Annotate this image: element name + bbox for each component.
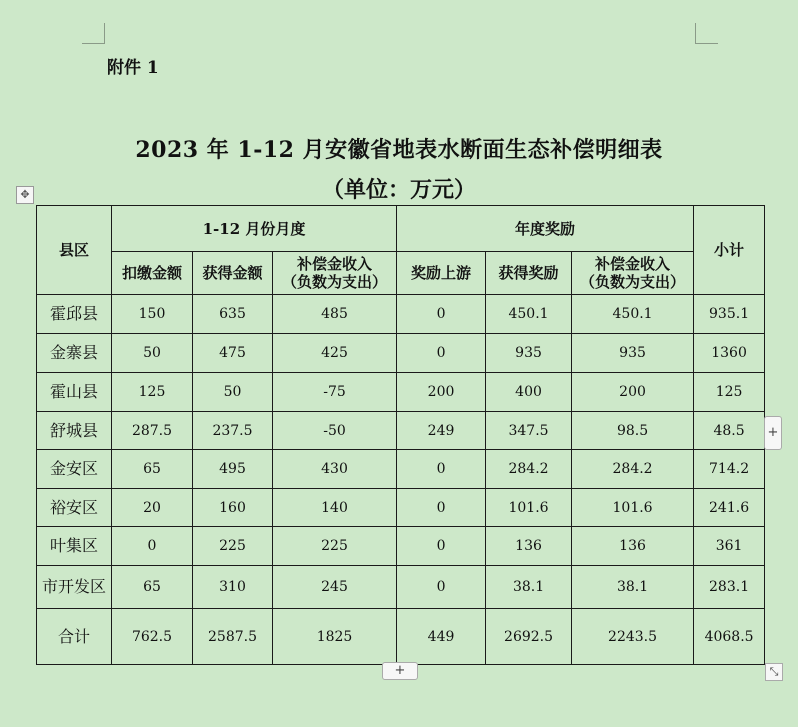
margin-corner-top-left (82, 23, 105, 44)
cell-obtain: 635 (193, 295, 273, 334)
cell-name: 舒城县 (37, 412, 112, 450)
cell-income2: 200 (572, 373, 694, 412)
header-comp-income-line1: 补偿金收入 (297, 255, 373, 273)
cell-upstream: 0 (397, 295, 486, 334)
cell-obtain: 225 (193, 527, 273, 566)
cell-obtain: 50 (193, 373, 273, 412)
cell-reward: 2692.5 (486, 609, 572, 665)
unit-subtitle: （单位：万元） (321, 177, 476, 203)
table-row (37, 450, 765, 489)
header-comp-income-annual-line2: （负数为支出） (580, 273, 686, 291)
table-row (37, 527, 765, 566)
cell-upstream: 0 (397, 489, 486, 527)
cell-income2: 450.1 (572, 295, 694, 334)
table-row (37, 373, 765, 412)
cell-subtotal: 241.6 (694, 489, 765, 527)
cell-income2: 284.2 (572, 450, 694, 489)
add-row-button[interactable]: + (382, 662, 418, 680)
header-comp-income-line2: （负数为支出） (282, 273, 388, 291)
cell-name: 合计 (37, 609, 112, 665)
table-row (37, 334, 765, 373)
cell-upstream: 249 (397, 412, 486, 450)
header-reward-obtain: 获得奖励 (486, 252, 572, 295)
cell-deduct: 0 (112, 527, 193, 566)
cell-name: 市开发区 (37, 566, 112, 609)
cell-subtotal: 4068.5 (694, 609, 765, 665)
cell-subtotal: 714.2 (694, 450, 765, 489)
cell-income: 140 (273, 489, 397, 527)
cell-name: 金安区 (37, 450, 112, 489)
header-comp-income-annual (572, 252, 694, 295)
header-reward-upstream: 奖励上游 (397, 252, 486, 295)
header-comp-income (273, 252, 397, 295)
cell-deduct: 20 (112, 489, 193, 527)
cell-income: -50 (273, 412, 397, 450)
cell-upstream: 0 (397, 566, 486, 609)
document-title: 2023 年 1-12 月安徽省地表水断面生态补偿明细表 (135, 137, 663, 163)
table-row (37, 609, 765, 665)
cell-obtain: 2587.5 (193, 609, 273, 665)
cell-subtotal: 125 (694, 373, 765, 412)
header-county: 县区 (37, 206, 112, 295)
cell-obtain: 475 (193, 334, 273, 373)
cell-income2: 136 (572, 527, 694, 566)
table-move-icon[interactable]: ✥ (16, 186, 34, 204)
cell-income: 245 (273, 566, 397, 609)
cell-name: 叶集区 (37, 527, 112, 566)
cell-income2: 935 (572, 334, 694, 373)
cell-deduct: 50 (112, 334, 193, 373)
margin-corner-top-right (695, 23, 718, 44)
cell-subtotal: 361 (694, 527, 765, 566)
cell-income2: 101.6 (572, 489, 694, 527)
cell-reward: 450.1 (486, 295, 572, 334)
cell-reward: 101.6 (486, 489, 572, 527)
header-deduct: 扣缴金额 (112, 252, 193, 295)
cell-name: 霍山县 (37, 373, 112, 412)
cell-obtain: 495 (193, 450, 273, 489)
cell-subtotal: 935.1 (694, 295, 765, 334)
cell-obtain: 237.5 (193, 412, 273, 450)
cell-income: 430 (273, 450, 397, 489)
header-monthly-group: 1-12 月份月度 (112, 206, 397, 252)
attachment-label: 附件 1 (107, 58, 159, 78)
cell-income: -75 (273, 373, 397, 412)
table-row (37, 412, 765, 450)
cell-reward: 400 (486, 373, 572, 412)
cell-deduct: 762.5 (112, 609, 193, 665)
cell-name: 霍邱县 (37, 295, 112, 334)
cell-reward: 347.5 (486, 412, 572, 450)
table-row (37, 295, 765, 334)
cell-upstream: 0 (397, 334, 486, 373)
header-annual-group: 年度奖励 (397, 206, 694, 252)
add-column-button[interactable]: + (764, 416, 782, 450)
cell-deduct: 65 (112, 566, 193, 609)
cell-subtotal: 1360 (694, 334, 765, 373)
cell-income: 485 (273, 295, 397, 334)
header-comp-income-annual-line1: 补偿金收入 (595, 255, 671, 273)
cell-income2: 38.1 (572, 566, 694, 609)
cell-income: 225 (273, 527, 397, 566)
cell-reward: 935 (486, 334, 572, 373)
cell-reward: 38.1 (486, 566, 572, 609)
cell-name: 裕安区 (37, 489, 112, 527)
cell-upstream: 449 (397, 609, 486, 665)
header-obtain: 获得金额 (193, 252, 273, 295)
table-resize-icon[interactable]: ⤡ (765, 663, 783, 681)
header-subtotal: 小计 (694, 206, 765, 295)
cell-income: 425 (273, 334, 397, 373)
table-row (37, 566, 765, 609)
cell-obtain: 310 (193, 566, 273, 609)
cell-subtotal: 48.5 (694, 412, 765, 450)
cell-subtotal: 283.1 (694, 566, 765, 609)
cell-upstream: 0 (397, 527, 486, 566)
cell-income2: 2243.5 (572, 609, 694, 665)
table-row (37, 489, 765, 527)
cell-reward: 136 (486, 527, 572, 566)
cell-deduct: 125 (112, 373, 193, 412)
cell-obtain: 160 (193, 489, 273, 527)
cell-upstream: 200 (397, 373, 486, 412)
cell-deduct: 65 (112, 450, 193, 489)
cell-deduct: 287.5 (112, 412, 193, 450)
cell-upstream: 0 (397, 450, 486, 489)
cell-deduct: 150 (112, 295, 193, 334)
cell-name: 金寨县 (37, 334, 112, 373)
cell-reward: 284.2 (486, 450, 572, 489)
cell-income2: 98.5 (572, 412, 694, 450)
compensation-table (36, 205, 765, 665)
cell-income: 1825 (273, 609, 397, 665)
